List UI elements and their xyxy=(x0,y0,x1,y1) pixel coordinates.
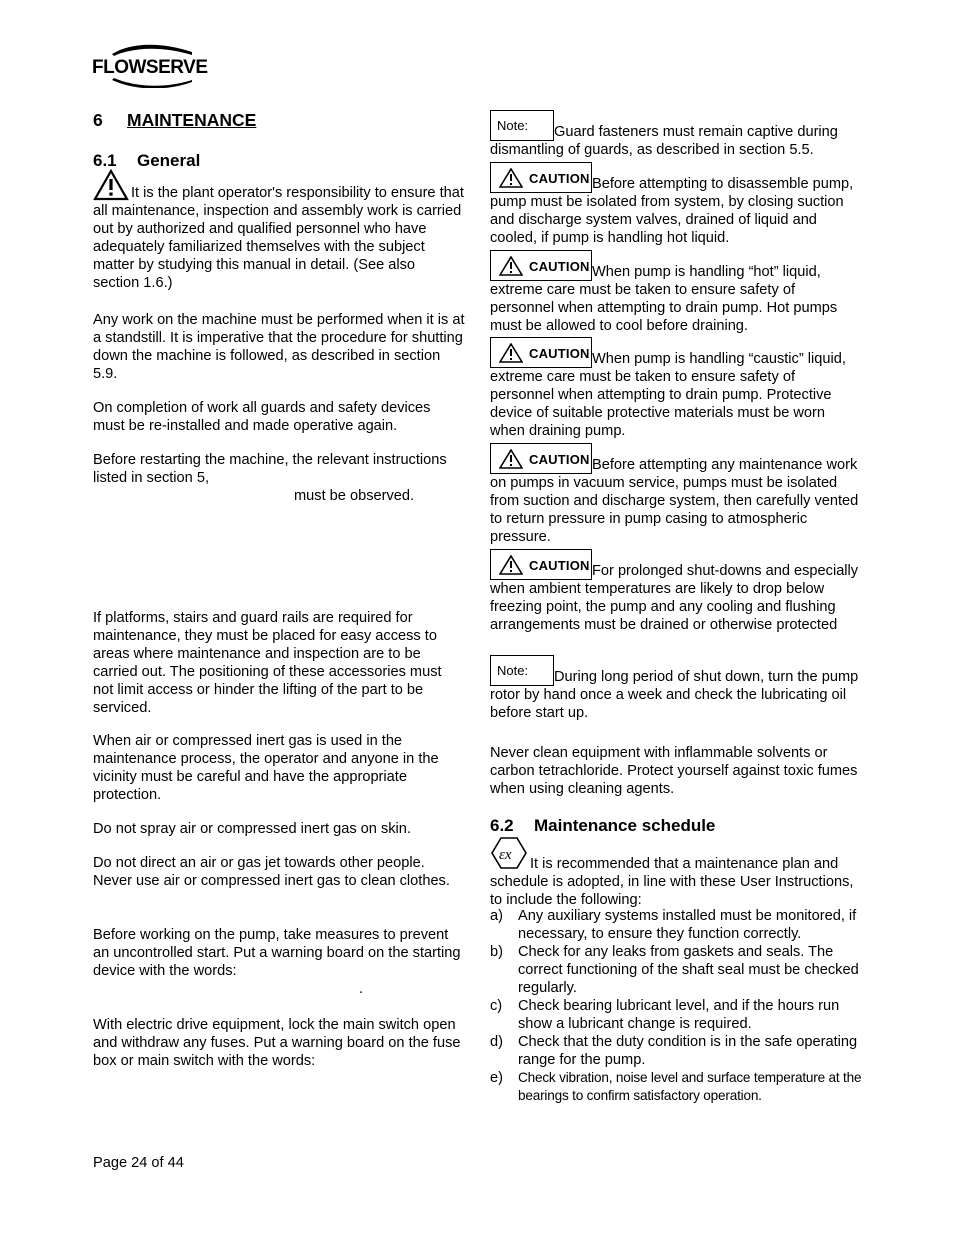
note-guard-fasteners xyxy=(490,110,862,159)
note-rotor-turn xyxy=(490,655,862,722)
schedule-intro-text: It is recommended that a maintenance plan and schedule is adopted, in line with these User Instructions, to include the following: xyxy=(490,856,854,908)
caution-triangle-icon xyxy=(499,449,523,469)
schedule-list xyxy=(490,907,862,1105)
paragraph-jet xyxy=(93,854,465,890)
caution-badge xyxy=(490,162,592,193)
subsection-heading-schedule xyxy=(490,816,715,836)
restart-text: Before restarting the machine, the relevant instructions listed in section 5, xyxy=(93,452,447,486)
paragraph-guards xyxy=(93,399,465,435)
subsection-number: 6.1 xyxy=(93,151,117,170)
note-badge-label: Note: xyxy=(497,118,529,133)
section-title: MAINTENANCE xyxy=(127,110,257,130)
section-number: 6 xyxy=(93,110,103,130)
subsection-title: Maintenance schedule xyxy=(534,816,716,835)
section-heading xyxy=(93,110,256,131)
subsection-heading-general xyxy=(93,151,200,171)
caution-badge xyxy=(490,549,592,580)
caution-disassemble xyxy=(490,162,862,247)
page-number: Page 24 of 44 xyxy=(93,1155,184,1171)
note-badge-label: Note: xyxy=(497,663,529,678)
skin-text: Do not spray air or compressed inert gas on skin. xyxy=(93,821,411,837)
restart-observed-text: must be observed. xyxy=(294,488,415,504)
caution-hot-liquid xyxy=(490,250,862,335)
paragraph-uncontrolled-start xyxy=(93,926,465,980)
hot-liquid-text: When pump is handling “hot” liquid, extreme care must be taken to ensure safety of personnel when attempting to drain pump. Hot pumps must be allowed to cool before draining. xyxy=(490,264,838,334)
paragraph-standstill xyxy=(93,311,465,383)
caution-vacuum-service xyxy=(490,443,862,546)
note-badge xyxy=(490,110,554,141)
list-item: a) Any auxiliary systems installed must be monitored, if necessary, to ensure they function correctly. xyxy=(490,908,857,942)
caution-badge xyxy=(490,250,592,281)
paragraph-compressed-air xyxy=(93,732,465,804)
disassemble-text: Before attempting to disassemble pump, pump must be isolated from system, by closing suction and discharge system valves, drained of liquid and cooled, if pump is handling hot liquid. xyxy=(490,176,854,246)
list-item: b) Check for any leaks from gaskets and seals. The correct functioning of the shaft seal must be checked regularly. xyxy=(490,944,859,996)
guard-fasteners-text: Guard fasteners must remain captive during dismantling of guards, as described in section 5.5. xyxy=(490,124,838,158)
electric-drive-text: With electric drive equipment, lock the main switch open and withdraw any fuses. Put a warning board on the fuse box or main switch with the words: xyxy=(93,1017,461,1069)
paragraph-restart xyxy=(93,451,465,487)
restart-observed xyxy=(294,487,494,505)
stray-dot xyxy=(359,980,379,998)
cleaning-text: Never clean equipment with inflammable solvents or carbon tetrachloride. Protect yourself against toxic fumes when using cleaning agents. xyxy=(490,745,858,797)
subsection-number: 6.2 xyxy=(490,816,514,835)
paragraph-cleaning xyxy=(490,744,862,798)
list-item: d) Check that the duty condition is in the safe operating range for the pump. xyxy=(490,1034,858,1068)
svg-text:εx: εx xyxy=(499,847,512,863)
jet-text: Do not direct an air or gas jet towards other people. Never use air or compressed inert gas to clean clothes. xyxy=(93,855,450,889)
paragraph-responsibility xyxy=(93,169,465,292)
standstill-text: Any work on the machine must be performed when it is at a standstill. It is imperative that the procedure for shutting down the machine is followed, as described in section 5.9. xyxy=(93,312,465,382)
responsibility-text: It is the plant operator's responsibility to ensure that all maintenance, inspection and assembly work is carried out by authorized and qualified personnel who have adequately familiarized themselves with the subject matter by studying this manual in detail. (See also section 1.6.) xyxy=(93,185,464,291)
caution-badge-label: CAUTION xyxy=(529,346,590,361)
paragraph-skin xyxy=(93,820,465,838)
caution-badge xyxy=(490,337,592,368)
paragraph-electric-drive xyxy=(93,1016,465,1070)
caution-triangle-icon xyxy=(499,168,523,188)
vacuum-service-text: Before attempting any maintenance work on pumps in vacuum service, pumps must be isolated from suction and discharge system, then carefully vented to return pressure in pump casing to atmospheric pressure. xyxy=(490,457,859,545)
subsection-title: General xyxy=(137,151,201,170)
uncontrolled-start-text: Before working on the pump, take measures to prevent an uncontrolled start. Put a warning board on the starting device with the words: xyxy=(93,927,461,979)
caution-badge-label: CAUTION xyxy=(529,452,590,467)
caution-badge-label: CAUTION xyxy=(529,171,590,186)
shut-downs-text: For prolonged shut-downs and especially when ambient temperatures are likely to drop below freezing point, the pump and any cooling and flushing arrangements must be drained or otherwise protected xyxy=(490,563,859,633)
list-item: c) Check bearing lubricant level, and if the hours run show a lubricant change is required. xyxy=(490,998,840,1032)
caution-shut-downs xyxy=(490,549,862,634)
paragraph-platforms xyxy=(93,609,465,717)
caution-triangle-icon xyxy=(499,256,523,276)
caution-triangle-icon xyxy=(499,555,523,575)
list-item: e) Check vibration, noise level and surface temperature at the bearings to confirm satisfactory operation. xyxy=(490,1070,862,1103)
compressed-air-text: When air or compressed inert gas is used in the maintenance process, the operator and anyone in the vicinity must be careful and have the appropriate protection. xyxy=(93,733,439,803)
warning-triangle-icon xyxy=(93,169,129,201)
flowserve-logo xyxy=(92,44,207,88)
paragraph-schedule-intro xyxy=(490,836,862,909)
logo-text: FLOWSERVE xyxy=(92,57,208,78)
platforms-text: If platforms, stairs and guard rails are required for maintenance, they must be placed for easy access to areas where maintenance and inspection are to be carried out. The positioning of these accessories must not limit access or hinder the lifting of the part to be serviced. xyxy=(93,610,442,716)
note-badge xyxy=(490,655,554,686)
caution-triangle-icon xyxy=(499,343,523,363)
caution-badge-label: CAUTION xyxy=(529,558,590,573)
ex-hexagon-icon xyxy=(490,836,528,870)
caustic-liquid-text: When pump is handling “caustic” liquid, extreme care must be taken to ensure safety of personnel when attempting to drain pump. Protective device of suitable protective materials must be worn when draining pump. xyxy=(490,351,846,439)
rotor-turn-text: During long period of shut down, turn the pump rotor by hand once a week and check the lubricating oil before start up. xyxy=(490,669,859,721)
guards-text: On completion of work all guards and safety devices must be re-installed and made operative again. xyxy=(93,400,431,434)
caution-caustic-liquid xyxy=(490,337,862,440)
caution-badge xyxy=(490,443,592,474)
stray-dot-text: . xyxy=(359,981,364,997)
caution-badge-label: CAUTION xyxy=(529,259,590,274)
